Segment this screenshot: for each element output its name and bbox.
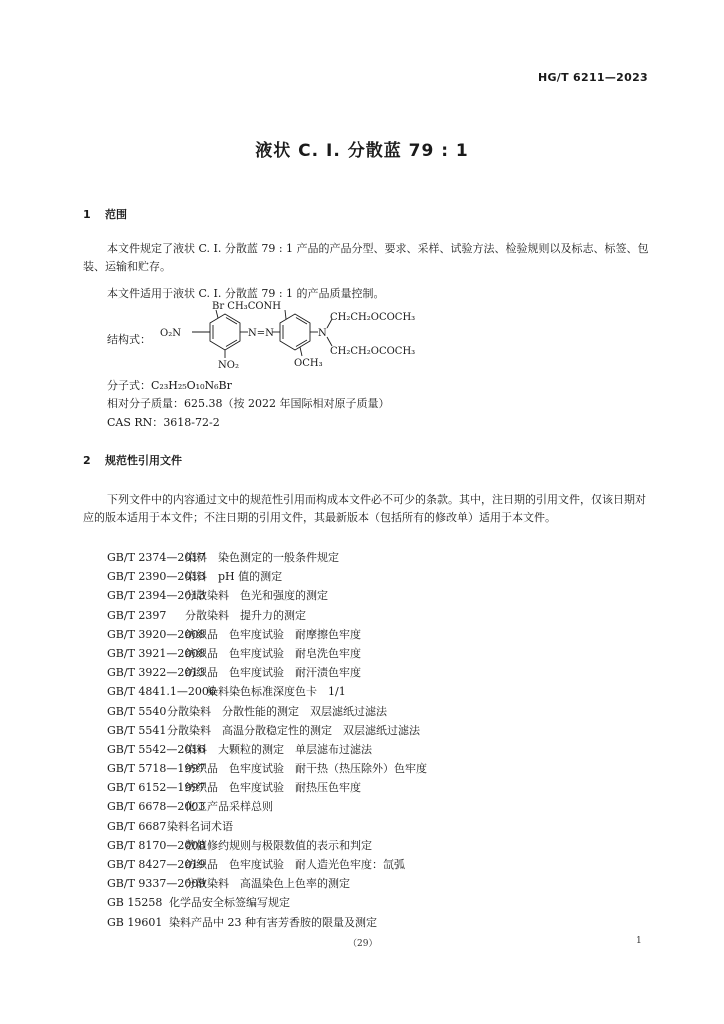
reference-title: 分散染料 色光和强度的测定 xyxy=(185,589,328,603)
benzene-ring-right xyxy=(280,314,310,350)
reference-item xyxy=(107,663,427,682)
section-2-heading xyxy=(83,452,182,468)
reference-code: GB/T 6152—1997 xyxy=(107,781,206,795)
reference-code: GB/T 2397 xyxy=(107,608,167,622)
reference-code: GB/T 3921—2008 xyxy=(107,646,206,660)
reference-item xyxy=(107,817,427,836)
molecular-mass-line xyxy=(107,395,389,411)
section-1-title: 范围 xyxy=(105,208,127,221)
cas-label: CAS RN： xyxy=(107,416,164,429)
reference-item xyxy=(107,721,427,740)
cas-value: 3618-72-2 xyxy=(163,416,220,429)
reference-item xyxy=(107,836,427,855)
page-number: 1 xyxy=(636,936,642,946)
section-2-number: 2 xyxy=(83,454,91,467)
reference-list xyxy=(107,548,427,932)
reference-code: GB/T 4841.1—2006 xyxy=(107,685,216,699)
reference-title: 分散染料 分散性能的测定 双层滤纸过滤法 xyxy=(167,704,387,718)
reference-item xyxy=(107,586,427,605)
bromo-acetamide-group: Br CH₃CONH xyxy=(212,301,282,312)
section-1-number: 1 xyxy=(83,208,91,221)
molecular-formula-line xyxy=(107,377,232,393)
reference-title: 分散染料 高温分散稳定性的测定 双层滤纸过滤法 xyxy=(167,723,420,737)
reference-item xyxy=(107,893,427,912)
reference-code: GB/T 8427—2019 xyxy=(107,858,206,871)
methoxy-group: OCH₃ xyxy=(294,358,323,369)
nitro-group-bottom: NO₂ xyxy=(218,360,239,371)
reference-title: 分散染料 提升力的测定 xyxy=(185,608,306,622)
reference-title: 染料 pH 值的测定 xyxy=(185,570,283,584)
amine-nitrogen: N xyxy=(318,328,327,339)
scope-paragraph: 本文件规定了液状 C. I. 分散蓝 79 : 1 产品的产品分型、要求、采样、试验方法、检验规则以及标志、标签、包装、运输和贮存。 xyxy=(83,242,649,273)
reference-code: GB/T 5542—2016 xyxy=(107,742,206,756)
reference-item xyxy=(107,913,427,932)
structural-formula xyxy=(100,298,430,374)
lower-ester-chain: CH₂CH₂OCOCH₃ xyxy=(330,346,416,357)
reference-title: 染料 染色测定的一般条件规定 xyxy=(185,551,339,564)
reference-title: 数值修约规则与极限数值的表示和判定 xyxy=(185,838,372,852)
reference-code: GB/T 2374—2017 xyxy=(107,551,206,564)
page-total-marker: （29） xyxy=(348,939,378,949)
reference-item xyxy=(107,778,427,797)
reference-title: 纺织品 色牢度试验 耐汗渍色牢度 xyxy=(185,666,361,680)
formula-label: 分子式： xyxy=(107,379,151,392)
benzene-ring-left xyxy=(210,314,240,350)
reference-code: GB/T 5540 xyxy=(107,704,167,718)
applicability-paragraph: 本文件适用于液状 C. I. 分散蓝 79 : 1 的产品质量控制。 xyxy=(107,287,385,300)
reference-item xyxy=(107,759,427,778)
reference-code: GB/T 2394—2013 xyxy=(107,589,206,603)
standard-code: HG/T 6211—2023 xyxy=(537,71,648,84)
reference-title: 分散染料 高温染色上色率的测定 xyxy=(185,877,350,891)
reference-item xyxy=(107,606,427,625)
reference-code: GB/T 6687 xyxy=(107,819,167,833)
reference-item xyxy=(107,740,427,759)
reference-code: GB/T 2390—2013 xyxy=(107,570,206,584)
reference-item xyxy=(107,682,427,701)
normative-references-paragraph: 下列文件中的内容通过文中的规范性引用而构成本文件必不可少的条款。其中，注日期的引用文件，仅该日期对应的版本适用于本文件；不注日期的引用文件，其最新版本（包括所有的修改单）适用于本文件。 xyxy=(83,493,646,524)
reference-title: 化学品安全标签编写规定 xyxy=(169,896,290,910)
mass-label: 相对分子质量： xyxy=(107,397,184,410)
reference-title: 化工产品采样总则 xyxy=(185,800,273,814)
formula-value: C₂₃H₂₅O₁₀N₆Br xyxy=(151,379,232,392)
upper-ester-chain: CH₂CH₂OCOCH₃ xyxy=(330,312,416,323)
reference-title: 染料名词术语 xyxy=(167,819,233,833)
reference-item xyxy=(107,874,427,893)
section-1-heading xyxy=(83,206,127,222)
reference-title: 染料染色标准深度色卡 1/1 xyxy=(207,685,346,699)
structure-label: 结构式： xyxy=(107,333,151,346)
reference-item xyxy=(107,797,427,816)
cas-line xyxy=(107,414,220,430)
reference-title: 纺织品 色牢度试验 耐人造光色牢度：氙弧 xyxy=(185,858,405,871)
mass-value: 625.38（按 2022 年国际相对原子质量） xyxy=(184,397,390,410)
reference-title: 纺织品 色牢度试验 耐摩擦色牢度 xyxy=(185,627,361,641)
reference-code: GB/T 8170—2008 xyxy=(107,838,206,852)
reference-item xyxy=(107,855,427,874)
azo-group: N=N xyxy=(248,328,274,339)
document-title: 液状 C. I. 分散蓝 79 : 1 xyxy=(255,141,469,161)
reference-code: GB/T 5718—1997 xyxy=(107,762,206,776)
reference-item xyxy=(107,548,427,567)
reference-title: 纺织品 色牢度试验 耐皂洗色牢度 xyxy=(185,646,361,660)
reference-item xyxy=(107,625,427,644)
reference-code: GB/T 6678—2003 xyxy=(107,800,206,814)
reference-code: GB/T 3920—2008 xyxy=(107,627,206,641)
reference-item xyxy=(107,702,427,721)
reference-code: GB/T 9337—2009 xyxy=(107,877,206,891)
reference-title: 染料产品中 23 种有害芳香胺的限量及测定 xyxy=(169,915,377,929)
nitro-group-left: O₂N xyxy=(160,328,181,339)
section-2-title: 规范性引用文件 xyxy=(105,454,182,467)
reference-item xyxy=(107,644,427,663)
reference-code: GB/T 3922—2013 xyxy=(107,666,206,680)
reference-item xyxy=(107,567,427,586)
reference-title: 染料 大颗粒的测定 单层滤布过滤法 xyxy=(185,742,372,756)
reference-code: GB 19601 xyxy=(107,915,163,929)
reference-title: 纺织品 色牢度试验 耐干热（热压除外）色牢度 xyxy=(185,762,427,776)
reference-code: GB 15258 xyxy=(107,896,163,910)
reference-code: GB/T 5541 xyxy=(107,723,167,737)
reference-title: 纺织品 色牢度试验 耐热压色牢度 xyxy=(185,781,361,795)
